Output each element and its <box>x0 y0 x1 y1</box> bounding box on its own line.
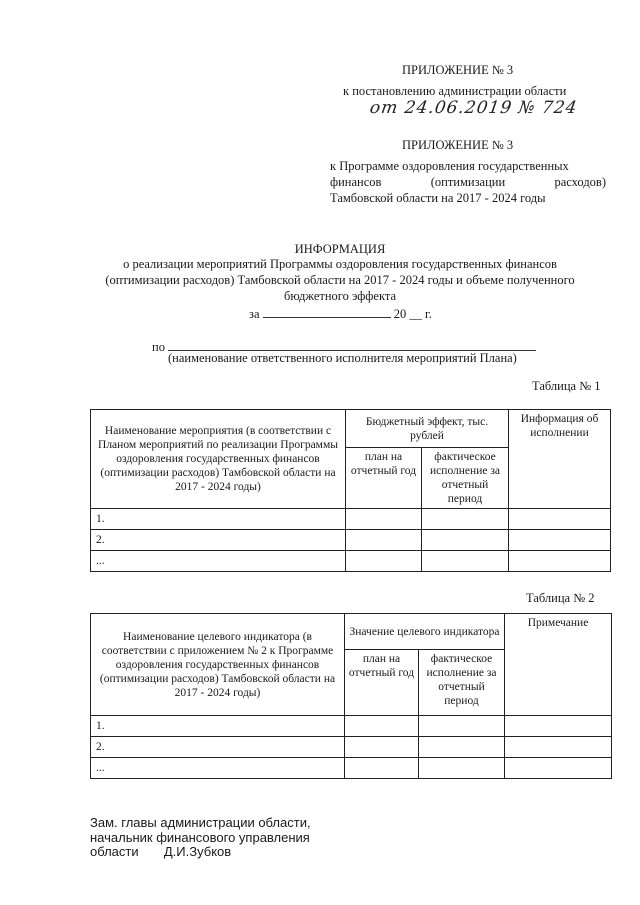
signature-position-line-3: области <box>90 844 139 859</box>
table1-label: Таблица № 1 <box>532 379 601 393</box>
table1-row <box>91 530 611 551</box>
table2-row-number: 2. <box>91 737 345 758</box>
appendix-program-ref <box>330 158 606 206</box>
table2-col-note: Примечание <box>505 614 612 716</box>
period-prefix: за <box>249 307 260 321</box>
program-line-1: к Программе оздоровления государственных <box>330 159 569 173</box>
table1-row <box>91 551 611 572</box>
appendix-title-top: ПРИЛОЖЕНИЕ № 3 <box>402 63 514 77</box>
period-suffix: 20 __ г. <box>393 307 432 321</box>
signature-position-line-2: начальник финансового управления <box>90 829 310 845</box>
table2 <box>90 613 612 779</box>
info-line-3: бюджетного эффекта <box>283 289 397 303</box>
table1-sub-plan: план на отчетный год <box>346 448 422 509</box>
table2-sub-plan: план на отчетный год <box>345 650 419 716</box>
table1-col-name: Наименование мероприятия (в соответствии с Планом мероприятий по реализации Программы оздоровления государственных финансов (оптимизации расходов) Тамбовской области на 2017 - 2024 годы) <box>91 410 346 509</box>
program-line-3: Тамбовской области на 2017 - 2024 годы <box>330 191 546 205</box>
info-description <box>60 256 620 304</box>
info-heading: ИНФОРМАЦИЯ <box>294 242 386 256</box>
period-line <box>249 306 432 322</box>
table2-row-number: ... <box>91 758 345 779</box>
signature-name: Д.И.Зубков <box>163 844 232 859</box>
table1-col-info: Информация об исполнении <box>509 410 611 509</box>
executor-blank <box>168 339 536 351</box>
info-line-2: (оптимизации расходов) Тамбовской области на 2017 - 2024 годы и объеме полученного <box>105 273 575 287</box>
executor-prefix: по <box>152 340 165 354</box>
table2-row <box>91 737 612 758</box>
table1-col-effect: Бюджетный эффект, тыс. рублей <box>346 410 509 448</box>
table1 <box>90 409 611 572</box>
table2-row-number: 1. <box>91 716 345 737</box>
program-line-2: финансов (оптимизации расходов) <box>330 175 606 189</box>
handwritten-date-number: от 24.06.2019 № 724 <box>368 98 579 118</box>
executor-caption: (наименование ответственного исполнителя мероприятий Плана) <box>168 351 517 365</box>
signature-position-line-1: Зам. главы администрации области, <box>90 815 311 830</box>
table2-row <box>91 758 612 779</box>
appendix-title-second: ПРИЛОЖЕНИЕ № 3 <box>402 138 514 152</box>
signature-block <box>90 816 311 860</box>
table1-row-number: ... <box>91 551 346 572</box>
table1-row-number: 1. <box>91 509 346 530</box>
table2-sub-fact: фактическое исполнение за отчетный период <box>419 650 505 716</box>
table2-row <box>91 716 612 737</box>
table1-sub-fact: фактическое исполнение за отчетный период <box>422 448 509 509</box>
table1-row <box>91 509 611 530</box>
table2-col-value: Значение целевого индикатора <box>345 614 505 650</box>
appendix-resolution-ref: к постановлению администрации области <box>343 84 567 98</box>
table1-row-number: 2. <box>91 530 346 551</box>
period-blank <box>263 306 391 318</box>
table2-col-name: Наименование целевого индикатора (в соответствии с приложением № 2 к Программе оздоровления государственных финансов (оптимизации расходов) Тамбовской области на 2017 - 2024 годы) <box>91 614 345 716</box>
table2-label: Таблица № 2 <box>526 591 595 605</box>
info-line-1: о реализации мероприятий Программы оздоровления государственных финансов <box>123 257 557 271</box>
